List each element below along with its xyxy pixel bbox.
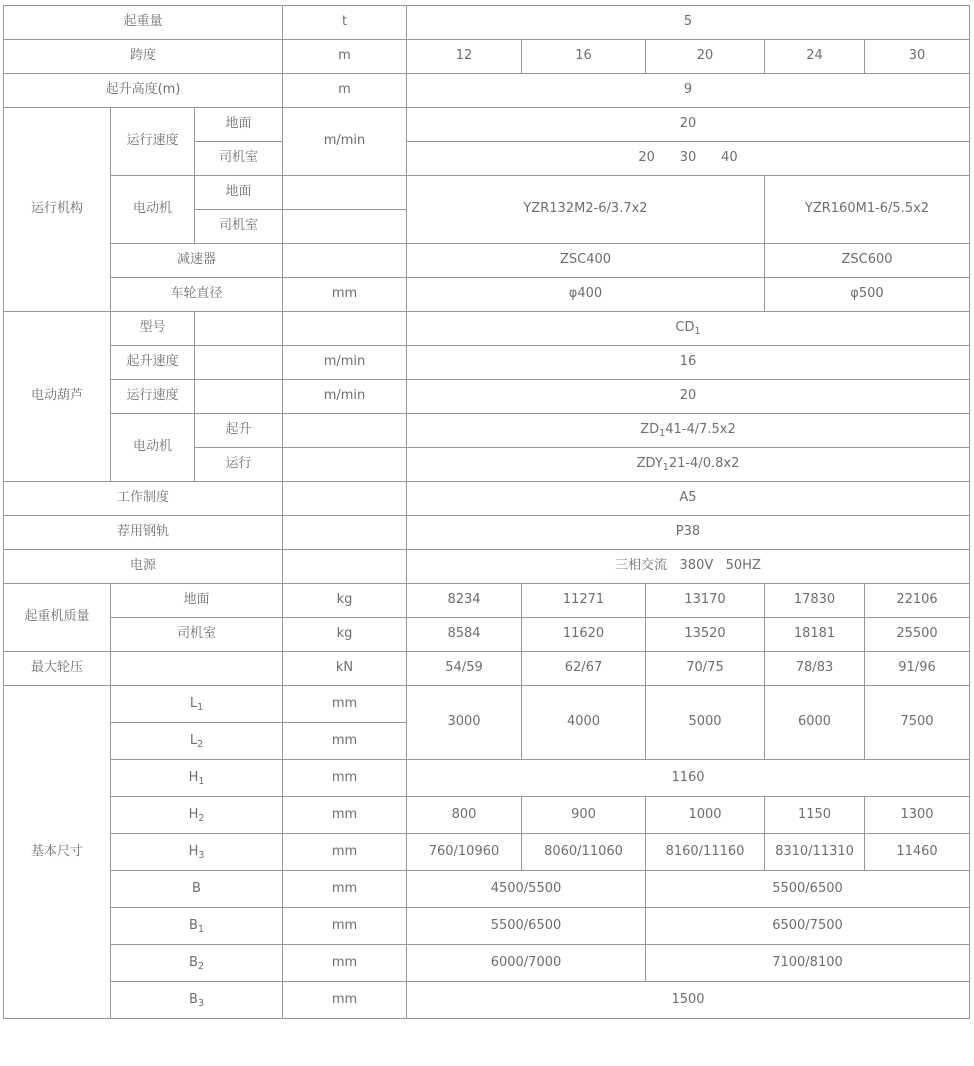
dimension-h2-value: 900 bbox=[522, 797, 646, 834]
dimension-unit: mm bbox=[283, 760, 407, 797]
hoist-motor-hoisting-value: $ZD_141-4/7.5x2$ bbox=[407, 414, 970, 448]
dimension-h3-value: 8160/11160 bbox=[646, 834, 765, 871]
max-wheel-load-value: 70/75 bbox=[646, 652, 765, 686]
dimension-b2-label: $B_2$ bbox=[111, 945, 283, 982]
travel-motor-ground-label: 地面 bbox=[195, 176, 283, 210]
dimension-l-value: 6000 bbox=[765, 686, 865, 760]
span-unit: m bbox=[283, 40, 407, 74]
crane-weight-cab-value: 13520 bbox=[646, 618, 765, 652]
dimension-unit: mm bbox=[283, 871, 407, 908]
max-wheel-load-label: 最大轮压 bbox=[4, 652, 111, 686]
power-unit-empty bbox=[283, 550, 407, 584]
dimension-h1-label: $H_1$ bbox=[111, 760, 283, 797]
dimension-h1-value: 1160 bbox=[407, 760, 970, 797]
hoist-lifting-speed-sub-empty bbox=[195, 346, 283, 380]
travel-speed-cab-label: 司机室 bbox=[195, 142, 283, 176]
max-wheel-load-sub-empty bbox=[111, 652, 283, 686]
crane-weight-ground-value: 11271 bbox=[522, 584, 646, 618]
dimension-b3-label: $B_3$ bbox=[111, 982, 283, 1019]
dimension-l-value: 3000 bbox=[407, 686, 522, 760]
hoist-travel-speed-unit: m/min bbox=[283, 380, 407, 414]
hoist-group-label: 电动葫芦 bbox=[4, 312, 111, 482]
max-wheel-load-value: 62/67 bbox=[522, 652, 646, 686]
crane-spec-table bbox=[3, 5, 970, 1019]
wheel-diameter-value-right: φ500 bbox=[765, 278, 970, 312]
hoist-lifting-speed-value: 16 bbox=[407, 346, 970, 380]
span-value-cell: 20 bbox=[646, 40, 765, 74]
span-label: 跨度 bbox=[4, 40, 283, 74]
max-wheel-load-value: 91/96 bbox=[865, 652, 970, 686]
power-value: 三相交流 380V 50HZ bbox=[407, 550, 970, 584]
lifting-capacity-label: 起重量 bbox=[4, 6, 283, 40]
dimension-h2-label: $H_2$ bbox=[111, 797, 283, 834]
hoist-model-value: $CD_1$ bbox=[407, 312, 970, 346]
travel-speed-ground-label: 地面 bbox=[195, 108, 283, 142]
span-value-cell: 16 bbox=[522, 40, 646, 74]
dimension-unit: mm bbox=[283, 686, 407, 723]
lifting-capacity-value: 5 bbox=[407, 6, 970, 40]
lifting-height-unit: m bbox=[283, 74, 407, 108]
hoist-model-sub-empty bbox=[195, 312, 283, 346]
dimension-h3-label: $H_3$ bbox=[111, 834, 283, 871]
hoist-motor-travel-value: $ZDY_121-4/0.8x2$ bbox=[407, 448, 970, 482]
hoist-motor-hoisting-label: 起升 bbox=[195, 414, 283, 448]
hoist-lifting-speed-label: 起升速度 bbox=[111, 346, 195, 380]
travel-motor-value-right: YZR160M1-6/5.5x2 bbox=[765, 176, 970, 244]
hoist-travel-speed-value: 20 bbox=[407, 380, 970, 414]
max-wheel-load-value: 54/59 bbox=[407, 652, 522, 686]
dimension-h2-value: 800 bbox=[407, 797, 522, 834]
rail-value: P38 bbox=[407, 516, 970, 550]
dimension-h2-value: 1000 bbox=[646, 797, 765, 834]
dimension-l1-label: $L_1$ bbox=[111, 686, 283, 723]
crane-weight-cab-value: 18181 bbox=[765, 618, 865, 652]
dimension-h3-value: 760/10960 bbox=[407, 834, 522, 871]
dimension-unit: mm bbox=[283, 945, 407, 982]
hoist-motor-travel-label: 运行 bbox=[195, 448, 283, 482]
lifting-height-label: 起升高度(m) bbox=[4, 74, 283, 108]
lifting-capacity-unit: t bbox=[283, 6, 407, 40]
power-label: 电源 bbox=[4, 550, 283, 584]
dimensions-group-label: 基本尺寸 bbox=[4, 686, 111, 1019]
travel-speed-ground-value: 20 bbox=[407, 108, 970, 142]
hoist-model-label: 型号 bbox=[111, 312, 195, 346]
reducer-label: 减速器 bbox=[111, 244, 283, 278]
dimension-b-value-right: 5500/6500 bbox=[646, 871, 970, 908]
hoist-motor-label: 电动机 bbox=[111, 414, 195, 482]
hoist-motor-unit-empty bbox=[283, 448, 407, 482]
span-value-cell: 12 bbox=[407, 40, 522, 74]
hoist-travel-speed-label: 运行速度 bbox=[111, 380, 195, 414]
crane-weight-unit: kg bbox=[283, 584, 407, 618]
dimension-b1-value-right: 6500/7500 bbox=[646, 908, 970, 945]
dimension-b2-value-left: 6000/7000 bbox=[407, 945, 646, 982]
hoist-lifting-speed-unit: m/min bbox=[283, 346, 407, 380]
crane-weight-cab-value: 11620 bbox=[522, 618, 646, 652]
wheel-diameter-value-left: φ400 bbox=[407, 278, 765, 312]
travel-motor-value-left: YZR132M2-6/3.7x2 bbox=[407, 176, 765, 244]
crane-weight-ground-value: 22106 bbox=[865, 584, 970, 618]
travel-motor-unit-empty bbox=[283, 210, 407, 244]
span-value-cell: 30 bbox=[865, 40, 970, 74]
dimension-b2-value-right: 7100/8100 bbox=[646, 945, 970, 982]
dimension-b1-label: $B_1$ bbox=[111, 908, 283, 945]
crane-weight-cab-label: 司机室 bbox=[111, 618, 283, 652]
dimension-unit: mm bbox=[283, 797, 407, 834]
travel-speed-cab-value: 20 30 40 bbox=[407, 142, 970, 176]
dimension-unit: mm bbox=[283, 834, 407, 871]
travel-speed-unit: m/min bbox=[283, 108, 407, 176]
dimension-unit: mm bbox=[283, 982, 407, 1019]
dimension-h3-value: 8060/11060 bbox=[522, 834, 646, 871]
work-duty-value: A5 bbox=[407, 482, 970, 516]
wheel-diameter-unit: mm bbox=[283, 278, 407, 312]
travel-mechanism-group-label: 运行机构 bbox=[4, 108, 111, 312]
dimension-h3-value: 11460 bbox=[865, 834, 970, 871]
dimension-unit: mm bbox=[283, 908, 407, 945]
work-duty-label: 工作制度 bbox=[4, 482, 283, 516]
max-wheel-load-unit: kN bbox=[283, 652, 407, 686]
travel-motor-unit-empty bbox=[283, 176, 407, 210]
dimension-b-value-left: 4500/5500 bbox=[407, 871, 646, 908]
dimension-b-label: B bbox=[111, 871, 283, 908]
travel-motor-cab-label: 司机室 bbox=[195, 210, 283, 244]
span-value-cell: 24 bbox=[765, 40, 865, 74]
dimension-h2-value: 1150 bbox=[765, 797, 865, 834]
reducer-value-left: ZSC400 bbox=[407, 244, 765, 278]
dimension-h3-value: 8310/11310 bbox=[765, 834, 865, 871]
wheel-diameter-label: 车轮直径 bbox=[111, 278, 283, 312]
rail-unit-empty bbox=[283, 516, 407, 550]
max-wheel-load-value: 78/83 bbox=[765, 652, 865, 686]
dimension-l-value: 7500 bbox=[865, 686, 970, 760]
travel-speed-label: 运行速度 bbox=[111, 108, 195, 176]
crane-weight-cab-value: 8584 bbox=[407, 618, 522, 652]
dimension-unit: mm bbox=[283, 723, 407, 760]
dimension-l2-label: $L_2$ bbox=[111, 723, 283, 760]
crane-weight-ground-label: 地面 bbox=[111, 584, 283, 618]
rail-label: 荐用钢轨 bbox=[4, 516, 283, 550]
lifting-height-value: 9 bbox=[407, 74, 970, 108]
hoist-travel-speed-sub-empty bbox=[195, 380, 283, 414]
dimension-l-value: 5000 bbox=[646, 686, 765, 760]
crane-weight-ground-value: 8234 bbox=[407, 584, 522, 618]
reducer-value-right: ZSC600 bbox=[765, 244, 970, 278]
reducer-unit-empty bbox=[283, 244, 407, 278]
dimension-b3-value: 1500 bbox=[407, 982, 970, 1019]
hoist-motor-unit-empty bbox=[283, 414, 407, 448]
dimension-b1-value-left: 5500/6500 bbox=[407, 908, 646, 945]
travel-motor-label: 电动机 bbox=[111, 176, 195, 244]
crane-weight-cab-value: 25500 bbox=[865, 618, 970, 652]
crane-weight-ground-value: 13170 bbox=[646, 584, 765, 618]
dimension-l-value: 4000 bbox=[522, 686, 646, 760]
work-duty-unit-empty bbox=[283, 482, 407, 516]
dimension-h2-value: 1300 bbox=[865, 797, 970, 834]
crane-weight-group-label: 起重机质量 bbox=[4, 584, 111, 652]
hoist-model-unit-empty bbox=[283, 312, 407, 346]
crane-weight-ground-value: 17830 bbox=[765, 584, 865, 618]
crane-weight-unit: kg bbox=[283, 618, 407, 652]
